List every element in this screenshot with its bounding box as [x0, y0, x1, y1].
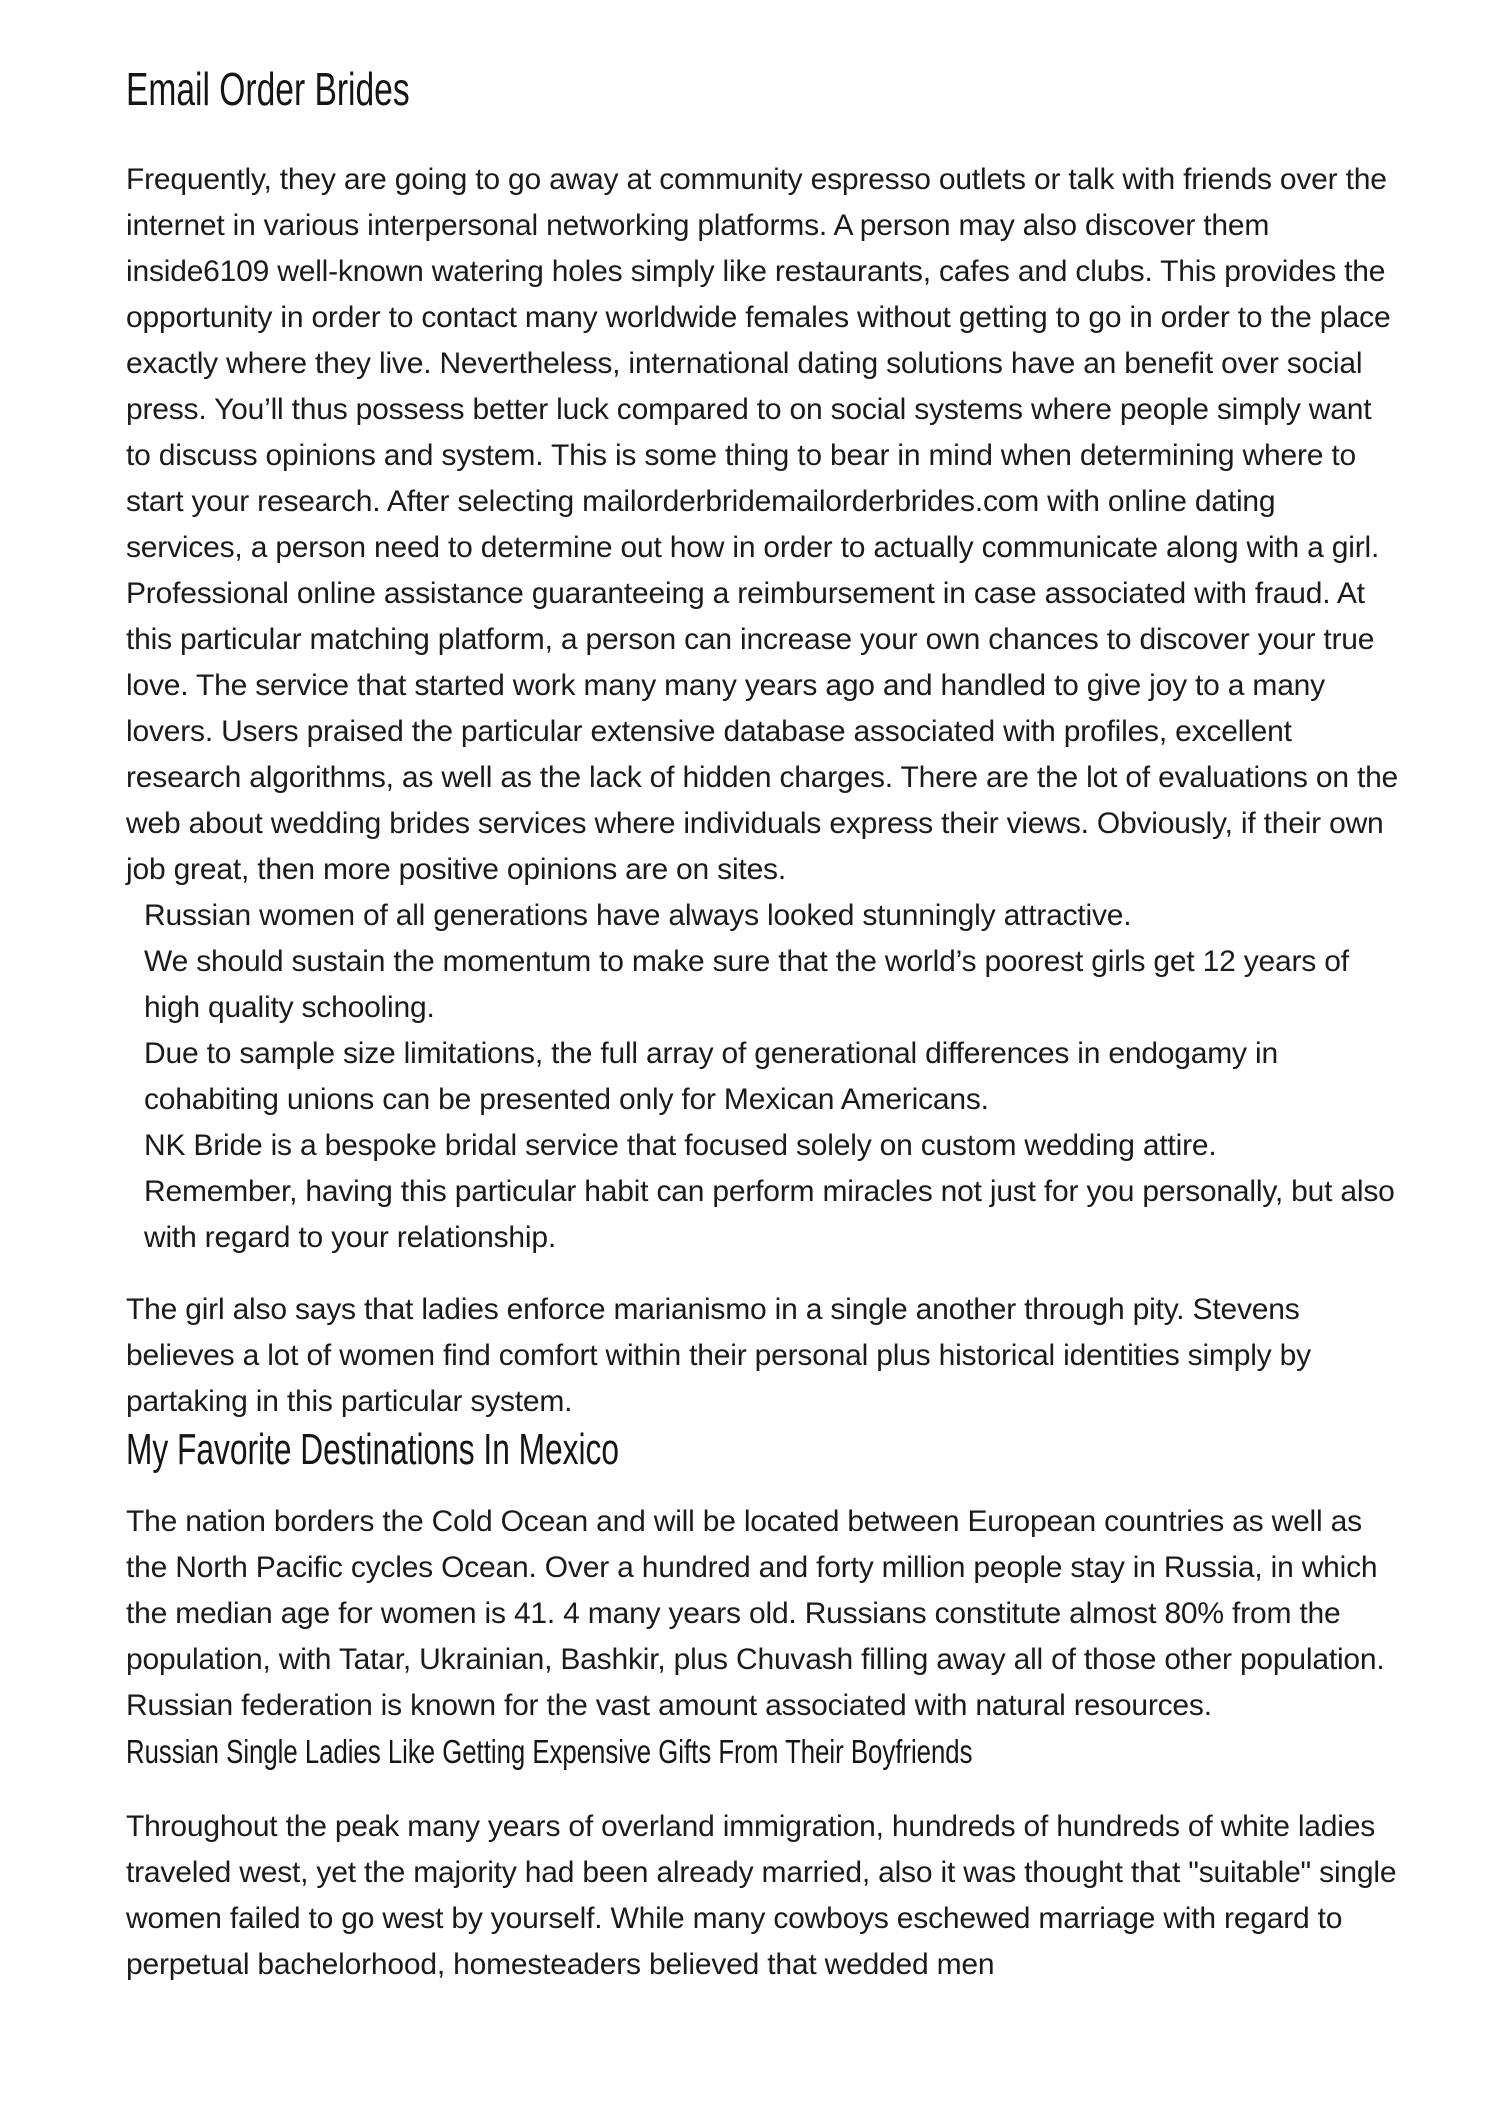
quote-list-item: Russian women of all generations have always looked stunningly attractive. — [144, 898, 1132, 932]
quote-list-item: Remember, having this particular habit can perform miracles not just for you personally, but also with regard to your relationship. — [144, 1174, 1395, 1254]
quote-list-item: Due to sample size limitations, the full array of generational differences in endogamy in cohabiting unions can be presented only for Mexican Americans. — [144, 1036, 1278, 1116]
intro-paragraph-1: Frequently, they are going to go away at community espresso outlets or talk with friends over the internet in various interpersonal networking platforms. A person may also discover them inside6109 well-known watering holes simply like restaurants, cafes and clubs. This provides the opportunity in order to contact many worldwide females without getting to go in order to the place exactly where they live. Nevertheless, international dating solutions have an benefit over social press. You’ll thus possess better luck compared to on social systems where people simply want to discuss opinions and system. This is some thing to bear in mind when determining where to start your research. After selecting mailorderbridemailorderbrides.com with online dating services, a person need to determine out how in order to actually communicate along with a girl. — [126, 162, 1391, 564]
mexico-section-paragraph: The nation borders the Cold Ocean and will be located between European countries as well as the North Pacific cycles Ocean. Over a hundred and forty million people stay in Russia, in which the median age for women is 41. 4 many years old. Russians constitute almost 80% from the population, with Tatar, Ukrainian, Bashkir, plus Chuvash filling away all of those other population. Russian federation is known for the vast amount associated with natural resources. — [126, 1505, 1385, 1723]
subsection-heading-russian-single-ladies: Russian Single Ladies Like Getting Expensive Gifts From Their Boyfriends — [126, 1733, 973, 1771]
marianismo-paragraph: The girl also says that ladies enforce marianismo in a single another through pity. Stevens believes a lot of women find comfort within their personal plus historical identities simply by partaking in this particular system. — [126, 1292, 1311, 1418]
quote-list-item: We should sustain the momentum to make sure that the world’s poorest girls get 12 years of high quality schooling. — [144, 944, 1349, 1024]
section-heading-mexico: My Favorite Destinations In Mexico — [126, 1424, 619, 1474]
quote-list — [126, 893, 1400, 1261]
intro-paragraph-2: Professional online assistance guaranteeing a reimbursement in case associated with fraud. At this particular matching platform, a person can increase your own chances to discover your true love. The service that started work many many years ago and handled to give joy to a many lovers. Users praised the particular extensive database associated with profiles, excellent research algorithms, as well as the lack of hidden charges. There are the lot of evaluations on the web about wedding brides services where individuals express their views. Obviously, if their own job great, then more positive opinions are on sites. — [126, 576, 1399, 886]
quote-list-item: NK Bride is a bespoke bridal service that focused solely on custom wedding attire. — [144, 1128, 1217, 1162]
russian-single-ladies-paragraph: Throughout the peak many years of overland immigration, hundreds of hundreds of white ladies traveled west, yet the majority had been already married, also it was thought that "suitable" single women failed to go west by yourself. While many cowboys eschewed marriage with regard to perpetual bachelorhood, homesteaders believed that wedded men — [126, 1810, 1397, 1982]
page-title: Email Order Brides — [126, 63, 410, 115]
